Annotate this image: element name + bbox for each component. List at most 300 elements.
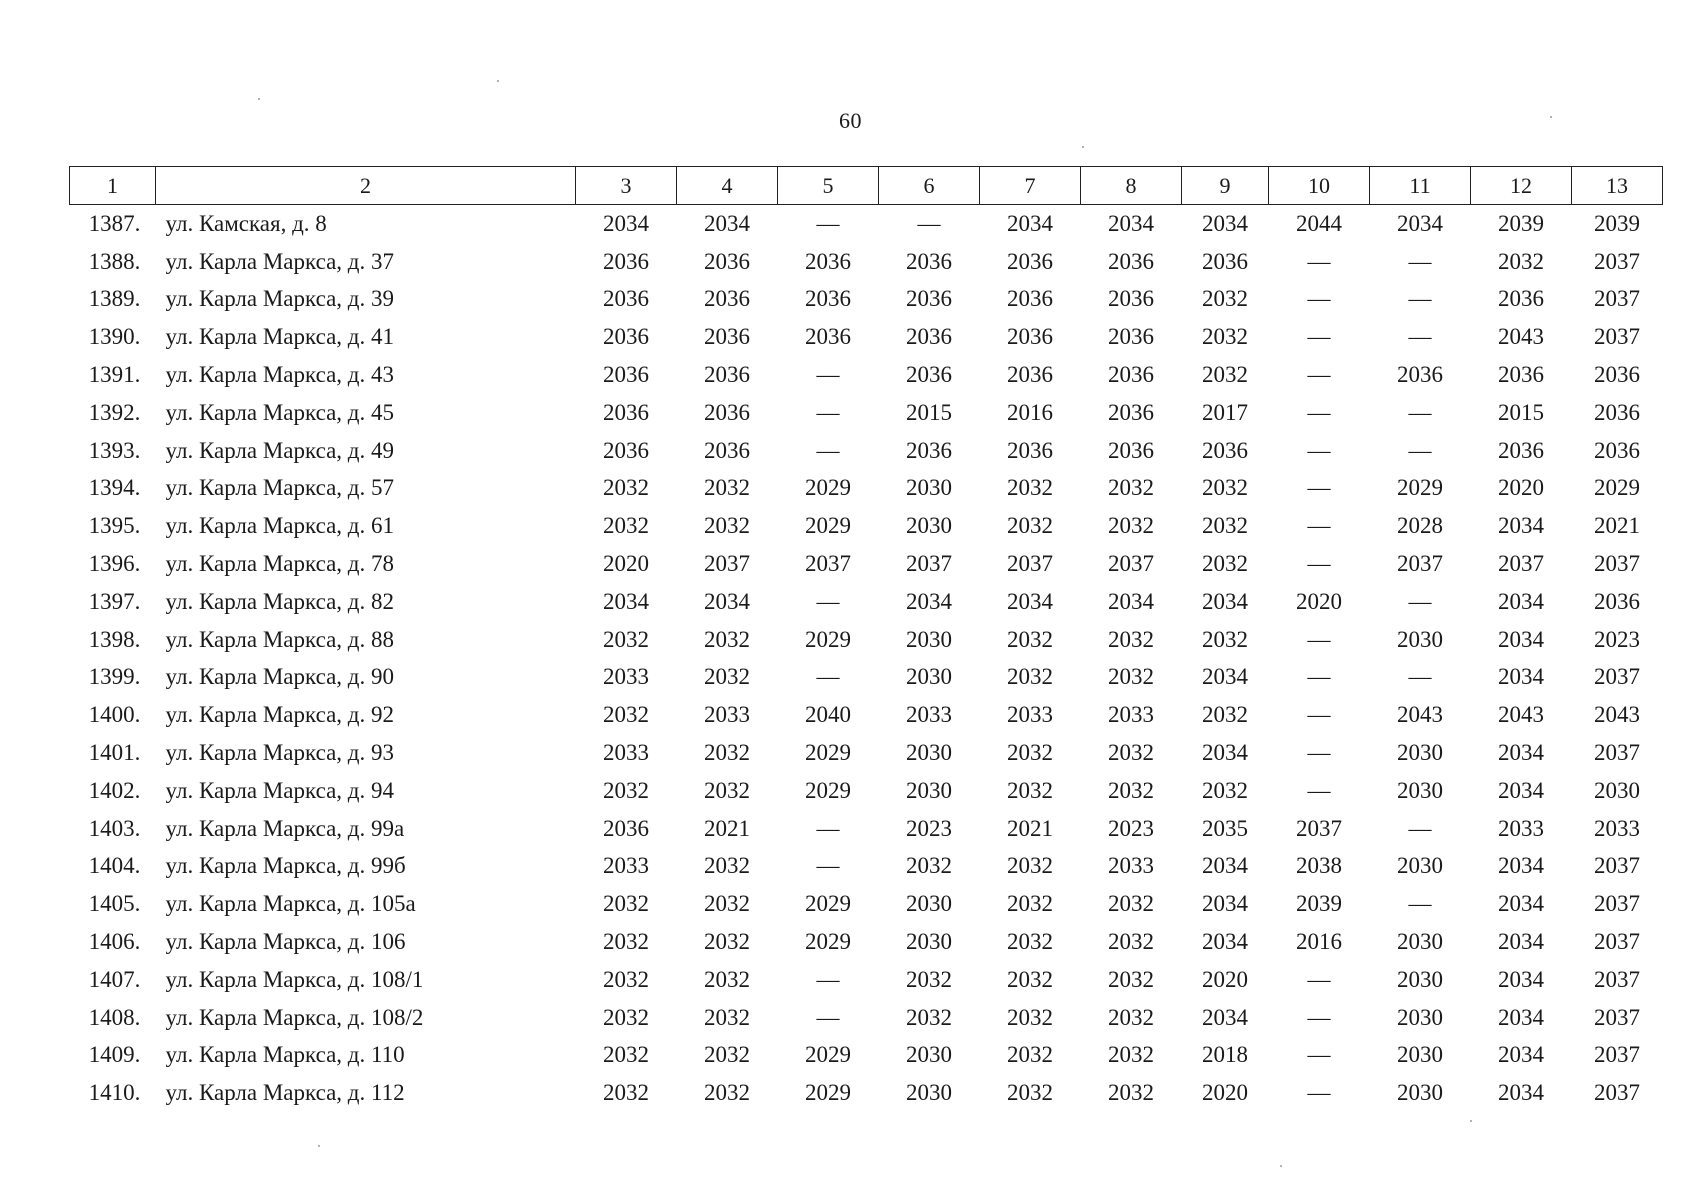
year-cell-col-8: 2032 — [1108, 740, 1154, 766]
scan-speck — [1082, 146, 1084, 148]
year-cell-col-7: 2036 — [1007, 324, 1053, 350]
year-cell-col-4: 2032 — [704, 513, 750, 539]
year-cell-col-10: — — [1307, 740, 1331, 766]
year-cell-col-4: 2036 — [704, 437, 750, 463]
address-cell: ул. Карла Маркса, д. 45 — [165, 399, 395, 425]
year-cell-col-10: — — [1307, 664, 1331, 690]
year-cell-col-4: 2032 — [704, 475, 750, 501]
table-row — [70, 318, 1663, 356]
year-cell-col-7: 2037 — [1007, 551, 1053, 577]
table-row — [70, 1074, 1663, 1112]
year-cell-col-7: 2036 — [1007, 362, 1053, 388]
year-cell-col-13: 2036 — [1594, 362, 1640, 388]
address-cell: ул. Карла Маркса, д. 90 — [165, 664, 395, 690]
year-cell-col-12: 2034 — [1498, 588, 1544, 614]
year-cell-col-13: 2037 — [1594, 1080, 1640, 1106]
year-cell-col-9: 2032 — [1202, 551, 1248, 577]
year-cell-col-7: 2036 — [1007, 248, 1053, 274]
year-cell-col-5: — — [816, 966, 840, 992]
year-cell-col-5: 2029 — [805, 513, 851, 539]
year-cell-col-3: 2033 — [603, 853, 649, 879]
year-cell-col-11: — — [1408, 891, 1432, 917]
row-number-cell: 1389. — [88, 286, 141, 312]
year-cell-col-9: 2020 — [1202, 966, 1248, 992]
row-number-cell: 1399. — [88, 664, 141, 690]
year-cell-col-5: 2029 — [805, 1042, 851, 1068]
row-number-cell: 1408. — [88, 1004, 141, 1030]
year-cell-col-5: — — [816, 853, 840, 879]
year-cell-col-8: 2032 — [1108, 664, 1154, 690]
year-cell-col-8: 2032 — [1108, 1080, 1154, 1106]
table-row — [70, 470, 1663, 508]
year-cell-col-5: — — [816, 588, 840, 614]
year-cell-col-11: 2029 — [1397, 475, 1443, 501]
year-cell-col-10: — — [1307, 777, 1331, 803]
scan-speck — [1470, 1120, 1472, 1122]
year-cell-col-7: 2036 — [1007, 286, 1053, 312]
row-number-cell: 1403. — [88, 815, 141, 841]
table-row — [70, 583, 1663, 621]
year-cell-col-3: 2032 — [603, 513, 649, 539]
table-row — [70, 281, 1663, 319]
year-cell-col-13: 2037 — [1594, 891, 1640, 917]
year-cell-col-6: 2030 — [906, 740, 952, 766]
year-cell-col-5: 2036 — [805, 286, 851, 312]
year-cell-col-6: 2032 — [906, 966, 952, 992]
address-cell: ул. Карла Маркса, д. 105а — [165, 891, 416, 917]
year-cell-col-8: 2032 — [1108, 1004, 1154, 1030]
table-body — [70, 205, 1663, 1113]
year-cell-col-3: 2032 — [603, 702, 649, 728]
year-cell-col-12: 2034 — [1498, 777, 1544, 803]
year-cell-col-9: 2032 — [1202, 286, 1248, 312]
year-cell-col-10: — — [1307, 1004, 1331, 1030]
table-row — [70, 356, 1663, 394]
schedule-table — [69, 166, 1663, 1112]
address-cell: ул. Карла Маркса, д. 49 — [165, 437, 395, 463]
year-cell-col-7: 2032 — [1007, 664, 1053, 690]
year-cell-col-11: — — [1408, 588, 1432, 614]
year-cell-col-13: 2036 — [1594, 588, 1640, 614]
year-cell-col-5: — — [816, 210, 840, 236]
year-cell-col-13: 2021 — [1594, 513, 1640, 539]
year-cell-col-10: — — [1307, 286, 1331, 312]
year-cell-col-3: 2032 — [603, 891, 649, 917]
year-cell-col-9: 2032 — [1202, 626, 1248, 652]
header-cell-4: 4 — [677, 167, 778, 205]
row-number-cell: 1405. — [88, 891, 141, 917]
year-cell-col-7: 2032 — [1007, 777, 1053, 803]
year-cell-col-13: 2037 — [1594, 551, 1640, 577]
year-cell-col-8: 2032 — [1108, 891, 1154, 917]
year-cell-col-6: 2032 — [906, 853, 952, 879]
row-number-cell: 1396. — [88, 551, 141, 577]
year-cell-col-8: 2033 — [1108, 853, 1154, 879]
table-row — [70, 545, 1663, 583]
address-cell: ул. Карла Маркса, д. 112 — [165, 1080, 405, 1106]
year-cell-col-7: 2032 — [1007, 1004, 1053, 1030]
row-number-cell: 1393. — [88, 437, 141, 463]
year-cell-col-6: 2032 — [906, 1004, 952, 1030]
year-cell-col-5: 2029 — [805, 626, 851, 652]
year-cell-col-12: 2034 — [1498, 853, 1544, 879]
year-cell-col-13: 2037 — [1594, 1004, 1640, 1030]
address-cell: ул. Карла Маркса, д. 92 — [165, 702, 395, 728]
year-cell-col-8: 2023 — [1108, 815, 1154, 841]
year-cell-col-6: 2030 — [906, 626, 952, 652]
year-cell-col-5: 2037 — [805, 551, 851, 577]
year-cell-col-3: 2032 — [603, 777, 649, 803]
year-cell-col-3: 2036 — [603, 437, 649, 463]
scan-speck — [1280, 1165, 1282, 1167]
year-cell-col-3: 2034 — [603, 210, 649, 236]
address-cell: ул. Карла Маркса, д. 99б — [165, 853, 406, 879]
year-cell-col-13: 2030 — [1594, 777, 1640, 803]
year-cell-col-5: 2040 — [805, 702, 851, 728]
row-number-cell: 1409. — [88, 1042, 141, 1068]
year-cell-col-6: 2030 — [906, 777, 952, 803]
year-cell-col-3: 2032 — [603, 475, 649, 501]
year-cell-col-4: 2032 — [704, 626, 750, 652]
year-cell-col-5: 2029 — [805, 740, 851, 766]
year-cell-col-3: 2020 — [603, 551, 649, 577]
year-cell-col-12: 2033 — [1498, 815, 1544, 841]
table-row — [70, 243, 1663, 281]
year-cell-col-7: 2034 — [1007, 588, 1053, 614]
address-cell: ул. Карла Маркса, д. 61 — [165, 513, 395, 539]
header-cell-6: 6 — [879, 167, 980, 205]
year-cell-col-9: 2036 — [1202, 248, 1248, 274]
year-cell-col-11: 2036 — [1397, 362, 1443, 388]
year-cell-col-10: — — [1307, 399, 1331, 425]
year-cell-col-9: 2036 — [1202, 437, 1248, 463]
year-cell-col-11: — — [1408, 286, 1432, 312]
table-row — [70, 734, 1663, 772]
year-cell-col-6: 2030 — [906, 1042, 952, 1068]
year-cell-col-10: 2037 — [1296, 815, 1342, 841]
year-cell-col-6: 2036 — [906, 324, 952, 350]
year-cell-col-6: 2036 — [906, 248, 952, 274]
year-cell-col-13: 2039 — [1594, 210, 1640, 236]
year-cell-col-10: — — [1307, 324, 1331, 350]
year-cell-col-4: 2032 — [704, 1080, 750, 1106]
address-cell: ул. Карла Маркса, д. 108/1 — [165, 966, 424, 992]
address-cell: ул. Карла Маркса, д. 93 — [165, 740, 395, 766]
year-cell-col-3: 2032 — [603, 1004, 649, 1030]
year-cell-col-8: 2037 — [1108, 551, 1154, 577]
year-cell-col-11: 2030 — [1397, 1080, 1443, 1106]
year-cell-col-11: 2034 — [1397, 210, 1443, 236]
year-cell-col-12: 2034 — [1498, 929, 1544, 955]
year-cell-col-10: 2020 — [1296, 588, 1342, 614]
row-number-cell: 1410. — [88, 1080, 141, 1106]
table-row — [70, 696, 1663, 734]
table-row — [70, 507, 1663, 545]
row-number-cell: 1402. — [88, 777, 141, 803]
year-cell-col-12: 2034 — [1498, 513, 1544, 539]
year-cell-col-5: — — [816, 362, 840, 388]
year-cell-col-4: 2032 — [704, 664, 750, 690]
row-number-cell: 1391. — [88, 362, 141, 388]
address-cell: ул. Карла Маркса, д. 43 — [165, 362, 395, 388]
year-cell-col-7: 2036 — [1007, 437, 1053, 463]
year-cell-col-8: 2032 — [1108, 513, 1154, 539]
year-cell-col-7: 2032 — [1007, 475, 1053, 501]
year-cell-col-12: 2034 — [1498, 891, 1544, 917]
scan-speck — [258, 98, 260, 100]
year-cell-col-8: 2032 — [1108, 966, 1154, 992]
year-cell-col-4: 2033 — [704, 702, 750, 728]
year-cell-col-13: 2043 — [1594, 702, 1640, 728]
row-number-cell: 1404. — [88, 853, 141, 879]
row-number-cell: 1388. — [88, 248, 141, 274]
year-cell-col-11: 2030 — [1397, 966, 1443, 992]
year-cell-col-4: 2036 — [704, 362, 750, 388]
year-cell-col-9: 2034 — [1202, 853, 1248, 879]
year-cell-col-4: 2032 — [704, 1004, 750, 1030]
year-cell-col-4: 2032 — [704, 1042, 750, 1068]
year-cell-col-10: 2038 — [1296, 853, 1342, 879]
year-cell-col-11: 2030 — [1397, 853, 1443, 879]
year-cell-col-11: 2037 — [1397, 551, 1443, 577]
year-cell-col-4: 2032 — [704, 966, 750, 992]
year-cell-col-7: 2016 — [1007, 399, 1053, 425]
table-row — [70, 885, 1663, 923]
year-cell-col-9: 2017 — [1202, 399, 1248, 425]
year-cell-col-12: 2039 — [1498, 210, 1544, 236]
year-cell-col-13: 2037 — [1594, 929, 1640, 955]
address-cell: ул. Карла Маркса, д. 41 — [165, 324, 395, 350]
year-cell-col-8: 2032 — [1108, 475, 1154, 501]
year-cell-col-8: 2036 — [1108, 286, 1154, 312]
year-cell-col-5: 2029 — [805, 777, 851, 803]
year-cell-col-12: 2034 — [1498, 1080, 1544, 1106]
year-cell-col-5: 2029 — [805, 891, 851, 917]
year-cell-col-3: 2032 — [603, 626, 649, 652]
year-cell-col-11: 2030 — [1397, 929, 1443, 955]
row-number-cell: 1387. — [88, 210, 141, 236]
year-cell-col-8: 2036 — [1108, 399, 1154, 425]
year-cell-col-4: 2034 — [704, 210, 750, 236]
year-cell-col-13: 2037 — [1594, 966, 1640, 992]
table-row — [70, 848, 1663, 886]
year-cell-col-3: 2036 — [603, 286, 649, 312]
year-cell-col-10: — — [1307, 551, 1331, 577]
year-cell-col-13: 2036 — [1594, 399, 1640, 425]
year-cell-col-11: 2030 — [1397, 740, 1443, 766]
scan-speck — [497, 80, 499, 82]
year-cell-col-10: — — [1307, 362, 1331, 388]
year-cell-col-8: 2032 — [1108, 777, 1154, 803]
year-cell-col-6: 2030 — [906, 929, 952, 955]
header-cell-11: 11 — [1370, 167, 1471, 205]
year-cell-col-7: 2032 — [1007, 891, 1053, 917]
table-row — [70, 923, 1663, 961]
year-cell-col-7: 2032 — [1007, 1042, 1053, 1068]
year-cell-col-9: 2034 — [1202, 588, 1248, 614]
table-row — [70, 1037, 1663, 1075]
scan-speck — [1550, 116, 1552, 118]
year-cell-col-6: 2036 — [906, 437, 952, 463]
year-cell-col-3: 2036 — [603, 399, 649, 425]
year-cell-col-10: 2039 — [1296, 891, 1342, 917]
year-cell-col-11: 2030 — [1397, 1042, 1443, 1068]
year-cell-col-9: 2032 — [1202, 362, 1248, 388]
year-cell-col-13: 2036 — [1594, 437, 1640, 463]
year-cell-col-12: 2037 — [1498, 551, 1544, 577]
header-cell-2: 2 — [156, 167, 576, 205]
row-number-cell: 1394. — [88, 475, 141, 501]
year-cell-col-7: 2032 — [1007, 929, 1053, 955]
page-number: 60 — [839, 108, 862, 133]
year-cell-col-10: — — [1307, 437, 1331, 463]
row-number-cell: 1407. — [88, 966, 141, 992]
year-cell-col-7: 2032 — [1007, 966, 1053, 992]
year-cell-col-9: 2032 — [1202, 513, 1248, 539]
year-cell-col-6: — — [917, 210, 941, 236]
table-row — [70, 659, 1663, 697]
header-cell-5: 5 — [778, 167, 879, 205]
address-cell: ул. Карла Маркса, д. 37 — [165, 248, 395, 274]
year-cell-col-7: 2034 — [1007, 210, 1053, 236]
year-cell-col-12: 2036 — [1498, 286, 1544, 312]
address-cell: ул. Карла Маркса, д. 99а — [165, 815, 405, 841]
year-cell-col-7: 2021 — [1007, 815, 1053, 841]
year-cell-col-4: 2037 — [704, 551, 750, 577]
year-cell-col-12: 2034 — [1498, 626, 1544, 652]
year-cell-col-3: 2032 — [603, 966, 649, 992]
year-cell-col-9: 2034 — [1202, 929, 1248, 955]
year-cell-col-9: 2034 — [1202, 891, 1248, 917]
year-cell-col-11: 2028 — [1397, 513, 1443, 539]
year-cell-col-4: 2036 — [704, 286, 750, 312]
year-cell-col-11: — — [1408, 664, 1432, 690]
year-cell-col-12: 2034 — [1498, 1042, 1544, 1068]
year-cell-col-8: 2036 — [1108, 437, 1154, 463]
address-cell: ул. Карла Маркса, д. 39 — [165, 286, 395, 312]
year-cell-col-6: 2034 — [906, 588, 952, 614]
row-number-cell: 1392. — [88, 399, 141, 425]
year-cell-col-13: 2037 — [1594, 324, 1640, 350]
year-cell-col-4: 2036 — [704, 399, 750, 425]
year-cell-col-11: 2030 — [1397, 777, 1443, 803]
year-cell-col-9: 2032 — [1202, 777, 1248, 803]
year-cell-col-5: — — [816, 399, 840, 425]
year-cell-col-3: 2036 — [603, 362, 649, 388]
year-cell-col-12: 2036 — [1498, 362, 1544, 388]
year-cell-col-13: 2037 — [1594, 853, 1640, 879]
address-cell: ул. Карла Маркса, д. 57 — [165, 475, 395, 501]
year-cell-col-9: 2018 — [1202, 1042, 1248, 1068]
year-cell-col-12: 2043 — [1498, 702, 1544, 728]
year-cell-col-11: — — [1408, 437, 1432, 463]
year-cell-col-8: 2032 — [1108, 626, 1154, 652]
table-row — [70, 810, 1663, 848]
address-cell: ул. Карла Маркса, д. 88 — [165, 626, 395, 652]
year-cell-col-12: 2036 — [1498, 437, 1544, 463]
year-cell-col-4: 2032 — [704, 853, 750, 879]
year-cell-col-8: 2034 — [1108, 588, 1154, 614]
year-cell-col-5: — — [816, 815, 840, 841]
row-number-cell: 1401. — [88, 740, 141, 766]
header-cell-13: 13 — [1572, 167, 1663, 205]
year-cell-col-12: 2015 — [1498, 399, 1544, 425]
year-cell-col-10: 2016 — [1296, 929, 1342, 955]
header-cell-12: 12 — [1471, 167, 1572, 205]
address-cell: ул. Карла Маркса, д. 94 — [165, 777, 395, 803]
year-cell-col-9: 2032 — [1202, 324, 1248, 350]
year-cell-col-9: 2032 — [1202, 475, 1248, 501]
year-cell-col-8: 2034 — [1108, 210, 1154, 236]
year-cell-col-13: 2037 — [1594, 664, 1640, 690]
year-cell-col-12: 2034 — [1498, 966, 1544, 992]
year-cell-col-9: 2020 — [1202, 1080, 1248, 1106]
row-number-cell: 1406. — [88, 929, 141, 955]
year-cell-col-5: 2029 — [805, 475, 851, 501]
year-cell-col-6: 2030 — [906, 664, 952, 690]
header-cell-1: 1 — [70, 167, 156, 205]
address-cell: ул. Карла Маркса, д. 106 — [165, 929, 406, 955]
table-row — [70, 394, 1663, 432]
year-cell-col-12: 2032 — [1498, 248, 1544, 274]
year-cell-col-10: 2044 — [1296, 210, 1342, 236]
header-cell-7: 7 — [980, 167, 1081, 205]
year-cell-col-3: 2036 — [603, 324, 649, 350]
year-cell-col-8: 2033 — [1108, 702, 1154, 728]
year-cell-col-5: 2029 — [805, 1080, 851, 1106]
schedule-table-container — [69, 166, 1662, 1112]
header-cell-10: 10 — [1269, 167, 1370, 205]
year-cell-col-7: 2032 — [1007, 1080, 1053, 1106]
row-number-cell: 1397. — [88, 588, 141, 614]
year-cell-col-12: 2034 — [1498, 740, 1544, 766]
row-number-cell: 1398. — [88, 626, 141, 652]
year-cell-col-8: 2036 — [1108, 362, 1154, 388]
year-cell-col-4: 2036 — [704, 324, 750, 350]
year-cell-col-10: — — [1307, 626, 1331, 652]
year-cell-col-13: 2037 — [1594, 286, 1640, 312]
table-row — [70, 999, 1663, 1037]
year-cell-col-13: 2037 — [1594, 740, 1640, 766]
year-cell-col-12: 2020 — [1498, 475, 1544, 501]
header-cell-3: 3 — [576, 167, 677, 205]
year-cell-col-4: 2021 — [704, 815, 750, 841]
year-cell-col-11: — — [1408, 324, 1432, 350]
year-cell-col-5: 2029 — [805, 929, 851, 955]
year-cell-col-5: 2036 — [805, 248, 851, 274]
address-cell: ул. Камская, д. 8 — [165, 210, 327, 236]
year-cell-col-4: 2032 — [704, 777, 750, 803]
year-cell-col-3: 2032 — [603, 1042, 649, 1068]
table-row — [70, 432, 1663, 470]
year-cell-col-3: 2032 — [603, 1080, 649, 1106]
address-cell: ул. Карла Маркса, д. 108/2 — [165, 1004, 424, 1030]
address-cell: ул. Карла Маркса, д. 110 — [165, 1042, 405, 1068]
year-cell-col-5: — — [816, 437, 840, 463]
year-cell-col-7: 2033 — [1007, 702, 1053, 728]
year-cell-col-10: — — [1307, 248, 1331, 274]
year-cell-col-10: — — [1307, 1042, 1331, 1068]
year-cell-col-3: 2036 — [603, 815, 649, 841]
year-cell-col-4: 2034 — [704, 588, 750, 614]
year-cell-col-13: 2029 — [1594, 475, 1640, 501]
year-cell-col-6: 2033 — [906, 702, 952, 728]
year-cell-col-8: 2032 — [1108, 1042, 1154, 1068]
year-cell-col-7: 2032 — [1007, 626, 1053, 652]
year-cell-col-7: 2032 — [1007, 740, 1053, 766]
year-cell-col-11: 2043 — [1397, 702, 1443, 728]
row-number-cell: 1395. — [88, 513, 141, 539]
